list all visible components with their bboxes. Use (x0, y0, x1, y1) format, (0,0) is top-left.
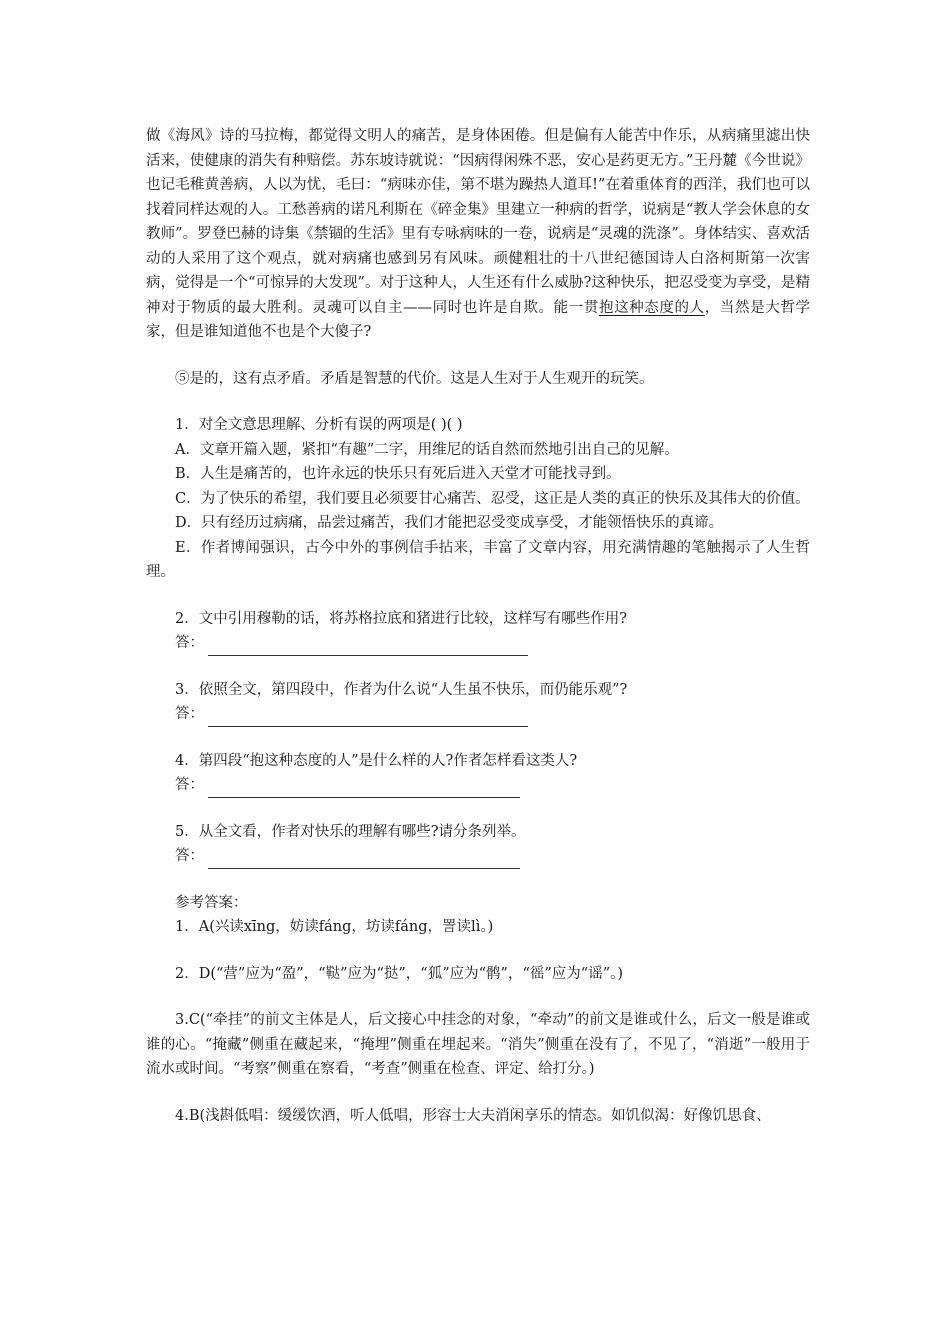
answer-blank-line (208, 781, 520, 798)
reference-answer-1: 1．A(兴读xīng，妨读fáng，坊读fáng，詈读lì。) (175, 919, 494, 935)
paragraph-5: ⑤是的，这有点矛盾。矛盾是智慧的代价。这是人生对于人生观开的玩笑。 (175, 370, 654, 387)
reference-answer-3: 3.C(“牵挂”的前文主体是人，后文接心中挂念的对象，“牵动”的前文是谁或什么，后文一般是谁或谁的心。“掩藏”侧重在藏起来，“掩埋”侧重在埋起来。“消失”侧重在没有了，不见了，“消逝”一般用于流水或时间。“考察”侧重在察看，“考查”侧重在检查、评定、给打分。) (146, 1012, 810, 1077)
answer-label: 答： (175, 706, 204, 722)
question-5-stem: 5．从全文看，作者对快乐的理解有哪些?请分条列举。 (175, 823, 526, 840)
paragraph-4 (146, 124, 810, 345)
question-4-stem: 4．第四段“抱这种态度的人”是什么样的人?作者怎样看这类人? (175, 752, 578, 769)
reference-answer-4: 4.B(浅斟低唱：缓缓饮酒，听人低唱，形容士大夫消闲享乐的情态。如饥似渴：好像饥思食、 (175, 1107, 771, 1124)
answer-blank-line (208, 710, 528, 727)
document-page (146, 124, 810, 1128)
question-1-option-a: A．文章开篇入题，紧扣“有趣”二字，用维尼的话自然而然地引出自己的见解。 (175, 441, 679, 458)
question-5-answer (146, 844, 810, 869)
question-1-option-e: E．作者博闻强识，古今中外的事例信手拈来，丰富了文章内容，用充满情趣的笔触揭示了人生哲理。 (146, 539, 810, 580)
question-3-answer (146, 702, 810, 727)
question-1-stem: 1．对全文意思理解、分析有误的两项是( )( ) (175, 417, 463, 433)
answer-blank-line (208, 852, 520, 869)
question-4-answer (146, 773, 810, 798)
answer-blank-line (208, 639, 528, 656)
paragraph-4-text-b: ，当然是大哲学家，但是谁知道他不也是个大傻子? (146, 299, 811, 340)
question-2-answer (146, 631, 810, 656)
question-1-option-d: D．只有经历过病痛，品尝过痛苦，我们才能把忍受变成享受，才能领悟快乐的真谛。 (175, 515, 724, 531)
question-1-option-c: C．为了快乐的希望，我们要且必须要甘心痛苦、忍受，这正是人类的真正的快乐及其伟大的价值。 (175, 490, 810, 507)
answer-label: 答： (175, 848, 204, 864)
question-2-stem: 2．文中引用穆勒的话，将苏格拉底和猪进行比较，这样写有哪些作用? (175, 610, 627, 627)
question-1-option-b: B．人生是痛苦的，也许永远的快乐只有死后进入天堂才可能找寻到。 (175, 466, 621, 482)
answer-label: 答： (175, 635, 204, 651)
underlined-phrase: 抱这种态度的人 (598, 299, 705, 316)
reference-answer-2: 2．D(“营”应为“盈”，“鞑”应为“挞”，“狐”应为“鹘”，“徭”应为“谣”。) (175, 965, 624, 982)
reference-heading: 参考答案： (175, 894, 248, 911)
question-3-stem: 3．依照全文，第四段中，作者为什么说“人生虽不快乐，而仍能乐观”? (175, 681, 628, 698)
paragraph-4-text-a: 做《海风》诗的马拉梅，都觉得文明人的痛苦，是身体困倦。但是偏有人能苦中作乐，从病痛里滤出快活来，使健康的消失有种赔偿。苏东坡诗就说：“因病得闲殊不恶，安心是药更无方。”王丹麓《今世说》也记毛稚黄善病，人以为忧，毛曰：“病味亦佳，第不堪为躁热人道耳!”在着重体育的西洋，我们也可以找着同样达观的人。工愁善病的诺凡利斯在《碎金集》里建立一种病的哲学，说病是“教人学会休息的女教师”。罗登巴赫的诗集《禁锢的生活》里有专咏病味的一卷，说病是“灵魂的洗涤”。身体结实、喜欢活动的人采用了这个观点，就对病痛也感到另有风味。顽健粗壮的十八世纪德国诗人白洛柯斯第一次害病，觉得是一个“可惊异的大发现”。对于这种人，人生还有什么威胁?这种快乐，把忍受变为享受，是精神对于物质的最大胜利。灵魂可以自主——同时也许是自欺。能一贯 (146, 128, 810, 316)
answer-label: 答： (175, 777, 204, 793)
